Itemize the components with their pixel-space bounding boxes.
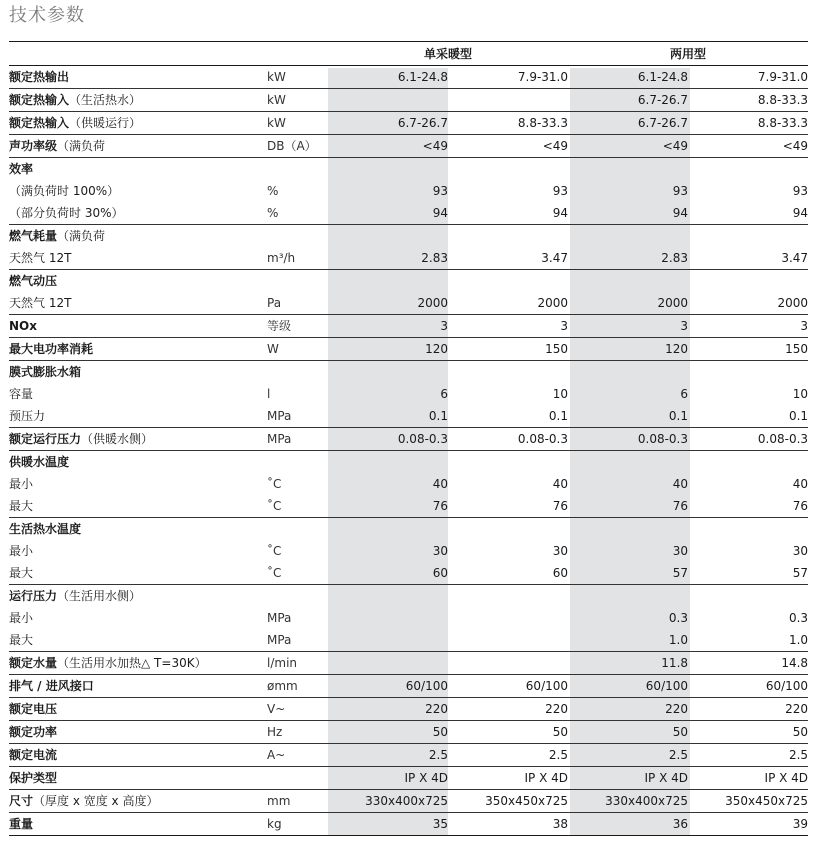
spec-row [9, 451, 808, 474]
value-cell [568, 270, 688, 293]
spec-row [9, 383, 808, 405]
row-title: 额定电流 [9, 748, 58, 762]
header-row [9, 42, 808, 66]
value-cell [328, 652, 448, 675]
row-unit: MPa [267, 633, 292, 647]
row-unit [267, 767, 328, 790]
row-unit: ˚C [267, 477, 282, 491]
row-unit: kg [267, 817, 282, 831]
row-title: 额定热输入 [9, 116, 70, 130]
row-label [9, 607, 267, 629]
row-unit: l/min [267, 656, 298, 670]
value-cell: 30 [672, 544, 689, 558]
row-unit: l [267, 387, 271, 401]
value-cell: 30 [792, 544, 809, 558]
value-cell [568, 518, 688, 541]
value-cell: 57 [672, 566, 689, 580]
value-cell: 2.5 [428, 748, 448, 762]
row-unit: ˚C [267, 544, 282, 558]
value-cell: 10 [552, 387, 569, 401]
spec-row [9, 112, 808, 135]
spec-row [9, 66, 808, 89]
row-label [9, 721, 267, 744]
row-title: 生活热水温度 [9, 522, 82, 536]
row-unit: DB（A） [267, 139, 317, 153]
row-unit: MPa [267, 409, 292, 423]
value-cell: 2.83 [661, 251, 689, 265]
row-note: 最小 [9, 544, 34, 558]
value-cell: 1.0 [788, 633, 809, 647]
value-cell: 60 [432, 566, 448, 580]
row-label [9, 66, 267, 89]
row-title: 声功率级 [9, 139, 58, 153]
value-cell: 0.1 [788, 409, 809, 423]
value-cell: IP X 4D [764, 771, 809, 785]
row-title: 额定电压 [9, 702, 58, 716]
row-note: （满负荷 [57, 139, 106, 153]
value-cell [688, 451, 808, 474]
row-label [9, 180, 267, 202]
value-cell: 330x400x725 [365, 794, 448, 808]
row-label [9, 585, 267, 608]
value-cell [688, 361, 808, 384]
value-cell: 76 [672, 499, 689, 513]
row-note: 最小 [9, 477, 34, 491]
spec-row [9, 338, 808, 361]
value-cell [568, 225, 688, 248]
value-cell: 7.9-31.0 [517, 70, 569, 84]
value-cell: <49 [542, 139, 569, 153]
spec-row [9, 428, 808, 451]
spec-row [9, 790, 808, 813]
value-cell [568, 158, 688, 181]
value-cell: 8.8-33.3 [757, 116, 809, 130]
value-cell [448, 361, 568, 384]
value-cell: 8.8-33.3 [517, 116, 569, 130]
row-unit [267, 225, 328, 248]
row-title: 重量 [9, 817, 34, 831]
value-cell: 60/100 [405, 679, 448, 693]
row-unit: W [267, 342, 279, 356]
row-note: （部分负荷时 30%） [9, 206, 124, 220]
value-cell: 36 [672, 817, 689, 831]
row-unit: % [267, 184, 279, 198]
value-cell: 3 [800, 319, 809, 333]
row-note: （满负荷时 100%） [9, 184, 120, 198]
value-cell: 0.08-0.3 [637, 432, 689, 446]
value-cell: 6.1-24.8 [397, 70, 448, 84]
row-note: 预压力 [9, 409, 46, 423]
row-label [9, 562, 267, 585]
row-title: 运行压力 [9, 589, 58, 603]
value-cell: 220 [785, 702, 809, 716]
value-cell: IP X 4D [404, 771, 448, 785]
value-cell [448, 585, 568, 608]
spec-row [9, 518, 808, 541]
spec-row [9, 675, 808, 698]
row-unit: ˚C [267, 499, 282, 513]
spec-row [9, 89, 808, 112]
value-cell: 11.8 [661, 656, 689, 670]
spec-row [9, 652, 808, 675]
row-note: 天然气 12T [9, 296, 72, 310]
value-cell: 94 [552, 206, 569, 220]
row-note: 最小 [9, 611, 34, 625]
value-cell: 2.5 [668, 748, 689, 762]
value-cell [328, 361, 448, 384]
value-cell: 6 [440, 387, 448, 401]
spec-row [9, 767, 808, 790]
row-unit: % [267, 206, 279, 220]
value-cell: 3 [560, 319, 569, 333]
value-cell: 2.5 [548, 748, 569, 762]
value-cell: 1.0 [668, 633, 689, 647]
header-combi: 两用型 [670, 46, 707, 61]
spec-row [9, 607, 808, 629]
value-cell: 0.1 [668, 409, 689, 423]
value-cell: 220 [545, 702, 569, 716]
value-cell [568, 585, 688, 608]
row-note: （供暖水侧） [81, 432, 154, 446]
value-cell: 30 [432, 544, 448, 558]
value-cell: 350x450x725 [485, 794, 569, 808]
row-unit: kW [267, 93, 286, 107]
spec-row [9, 135, 808, 158]
row-title: 保护类型 [9, 771, 58, 785]
value-cell [328, 225, 448, 248]
value-cell: 50 [672, 725, 689, 739]
value-cell [448, 89, 568, 112]
value-cell: 0.3 [788, 611, 809, 625]
spec-table [9, 41, 808, 836]
row-title: 额定功率 [9, 725, 58, 739]
value-cell: 220 [665, 702, 689, 716]
value-cell [328, 270, 448, 293]
value-cell: 8.8-33.3 [757, 93, 809, 107]
page-title: 技术参数 [9, 5, 85, 26]
row-label [9, 89, 267, 112]
row-title: 额定热输入 [9, 93, 70, 107]
value-cell: 94 [672, 206, 689, 220]
value-cell: 40 [432, 477, 448, 491]
spec-row [9, 562, 808, 585]
value-cell: 150 [545, 342, 569, 356]
value-cell [448, 607, 568, 629]
value-cell: 0.08-0.3 [397, 432, 448, 446]
spec-row [9, 629, 808, 652]
value-cell: 120 [425, 342, 448, 356]
value-cell: 6.1-24.8 [637, 70, 689, 84]
row-label [9, 405, 267, 428]
value-cell: 93 [552, 184, 569, 198]
row-title: NOx [9, 319, 37, 333]
spec-row [9, 698, 808, 721]
value-cell: 50 [432, 725, 448, 739]
value-cell: 2000 [657, 296, 689, 310]
value-cell: <49 [662, 139, 689, 153]
value-cell: 3 [680, 319, 689, 333]
row-label [9, 338, 267, 361]
spec-row [9, 158, 808, 181]
row-note: 最大 [9, 633, 34, 647]
row-label [9, 518, 267, 541]
value-cell [688, 158, 808, 181]
value-cell [328, 158, 448, 181]
value-cell [328, 629, 448, 652]
spec-row [9, 744, 808, 767]
row-label [9, 225, 267, 248]
value-cell [328, 89, 448, 112]
value-cell [688, 270, 808, 293]
row-note: 天然气 12T [9, 251, 72, 265]
value-cell [448, 158, 568, 181]
value-cell [448, 225, 568, 248]
spec-row [9, 405, 808, 428]
row-title: 尺寸 [9, 794, 34, 808]
value-cell: 40 [672, 477, 689, 491]
value-cell [688, 518, 808, 541]
value-cell: 94 [792, 206, 809, 220]
value-cell: 93 [672, 184, 689, 198]
value-cell: IP X 4D [644, 771, 689, 785]
value-cell [448, 270, 568, 293]
value-cell [448, 451, 568, 474]
row-unit [267, 451, 328, 474]
value-cell: <49 [782, 139, 809, 153]
spec-row [9, 247, 808, 270]
value-cell: 150 [785, 342, 809, 356]
value-cell [328, 585, 448, 608]
row-note: （供暖运行） [69, 116, 142, 130]
spec-row [9, 540, 808, 562]
value-cell: 38 [552, 817, 569, 831]
value-cell [328, 451, 448, 474]
value-cell: 40 [792, 477, 809, 491]
value-cell: 0.1 [548, 409, 569, 423]
row-label [9, 247, 267, 270]
value-cell: 60/100 [525, 679, 569, 693]
value-cell: 50 [552, 725, 569, 739]
row-label [9, 292, 267, 315]
value-cell: 93 [792, 184, 809, 198]
value-cell: 220 [425, 702, 448, 716]
value-cell [328, 518, 448, 541]
value-cell: 2.83 [421, 251, 448, 265]
row-label [9, 540, 267, 562]
value-cell: 30 [552, 544, 569, 558]
value-cell [448, 652, 568, 675]
row-label [9, 652, 267, 675]
row-label [9, 112, 267, 135]
row-unit [267, 158, 328, 181]
row-unit: ømm [267, 679, 298, 693]
row-unit: V~ [267, 702, 286, 716]
value-cell: 60 [552, 566, 569, 580]
row-note: （满负荷 [57, 229, 106, 243]
row-label [9, 383, 267, 405]
row-note: （生活用水侧） [57, 589, 142, 603]
value-cell: 6.7-26.7 [637, 93, 689, 107]
row-title: 效率 [9, 162, 34, 176]
value-cell: 94 [432, 206, 448, 220]
value-cell: 14.8 [781, 656, 809, 670]
row-title: 燃气耗量 [9, 229, 58, 243]
value-cell: 3.47 [781, 251, 809, 265]
value-cell: 39 [792, 817, 809, 831]
row-title: 供暖水温度 [9, 455, 70, 469]
value-cell: 2000 [777, 296, 809, 310]
value-cell: IP X 4D [524, 771, 569, 785]
row-label [9, 473, 267, 495]
value-cell: 2000 [417, 296, 448, 310]
value-cell: 6.7-26.7 [397, 116, 448, 130]
row-label [9, 135, 267, 158]
row-unit: m³/h [267, 251, 296, 265]
row-title: 燃气动压 [9, 274, 58, 288]
spec-row [9, 361, 808, 384]
value-cell: 7.9-31.0 [757, 70, 809, 84]
value-cell [688, 585, 808, 608]
row-label [9, 813, 267, 836]
row-note: （厚度 x 宽度 x 高度） [33, 794, 159, 808]
spec-row [9, 315, 808, 338]
value-cell: 3.47 [541, 251, 569, 265]
row-label [9, 675, 267, 698]
row-unit [267, 361, 328, 384]
row-title: 排气 / 进风接口 [9, 679, 94, 693]
value-cell: 35 [432, 817, 448, 831]
value-cell: 40 [552, 477, 569, 491]
row-unit: ˚C [267, 566, 282, 580]
row-label [9, 315, 267, 338]
row-note: 最大 [9, 566, 34, 580]
row-unit: kW [267, 116, 286, 130]
row-label [9, 698, 267, 721]
value-cell: 76 [792, 499, 809, 513]
row-unit: Hz [267, 725, 283, 739]
row-label [9, 428, 267, 451]
row-label [9, 270, 267, 293]
spec-row [9, 225, 808, 248]
row-note: （生活热水） [69, 93, 142, 107]
row-unit: MPa [267, 432, 292, 446]
row-unit: A~ [267, 748, 286, 762]
row-label [9, 361, 267, 384]
value-cell: 76 [552, 499, 569, 513]
row-unit [267, 270, 328, 293]
value-cell [448, 629, 568, 652]
value-cell: 60/100 [765, 679, 809, 693]
value-cell: 0.08-0.3 [757, 432, 809, 446]
row-label [9, 451, 267, 474]
row-unit: 等级 [267, 319, 292, 333]
value-cell: 57 [792, 566, 809, 580]
spec-row [9, 180, 808, 202]
row-title: 膜式膨胀水箱 [9, 365, 82, 379]
spec-row [9, 473, 808, 495]
row-note: 容量 [9, 387, 34, 401]
spec-body [9, 66, 808, 836]
value-cell: 60/100 [645, 679, 689, 693]
row-note: 最大 [9, 499, 34, 513]
spec-row [9, 202, 808, 225]
value-cell: <49 [422, 139, 448, 153]
value-cell: 10 [792, 387, 809, 401]
row-unit: kW [267, 70, 286, 84]
row-unit: Pa [267, 296, 282, 310]
row-note: （生活用水加热△ T=30K） [57, 656, 207, 670]
row-label [9, 744, 267, 767]
spec-row [9, 495, 808, 518]
row-unit: MPa [267, 611, 292, 625]
row-title: 额定运行压力 [9, 432, 82, 446]
row-unit [267, 585, 328, 608]
row-unit: mm [267, 794, 291, 808]
value-cell: 120 [665, 342, 689, 356]
value-cell: 350x450x725 [725, 794, 809, 808]
value-cell [688, 225, 808, 248]
row-label [9, 495, 267, 518]
row-title: 最大电功率消耗 [9, 342, 94, 356]
row-label [9, 629, 267, 652]
spec-row [9, 292, 808, 315]
spec-row [9, 721, 808, 744]
value-cell [568, 361, 688, 384]
spec-row [9, 813, 808, 836]
value-cell [448, 518, 568, 541]
row-label [9, 158, 267, 181]
header-heating-only: 单采暖型 [424, 46, 473, 61]
value-cell: 0.08-0.3 [517, 432, 569, 446]
row-title: 额定水量 [9, 656, 58, 670]
value-cell: 93 [432, 184, 448, 198]
row-title: 额定热输出 [9, 70, 70, 84]
value-cell: 6 [680, 387, 689, 401]
spec-row [9, 270, 808, 293]
row-label [9, 790, 267, 813]
value-cell: 2000 [537, 296, 569, 310]
row-unit [267, 518, 328, 541]
value-cell: 6.7-26.7 [637, 116, 689, 130]
row-label [9, 202, 267, 225]
value-cell [568, 451, 688, 474]
value-cell [328, 607, 448, 629]
value-cell: 3 [440, 319, 448, 333]
row-label [9, 767, 267, 790]
value-cell: 50 [792, 725, 809, 739]
value-cell: 2.5 [788, 748, 809, 762]
value-cell: 0.3 [668, 611, 689, 625]
value-cell: 0.1 [428, 409, 448, 423]
value-cell: 330x400x725 [605, 794, 689, 808]
value-cell: 76 [432, 499, 448, 513]
spec-row [9, 585, 808, 608]
